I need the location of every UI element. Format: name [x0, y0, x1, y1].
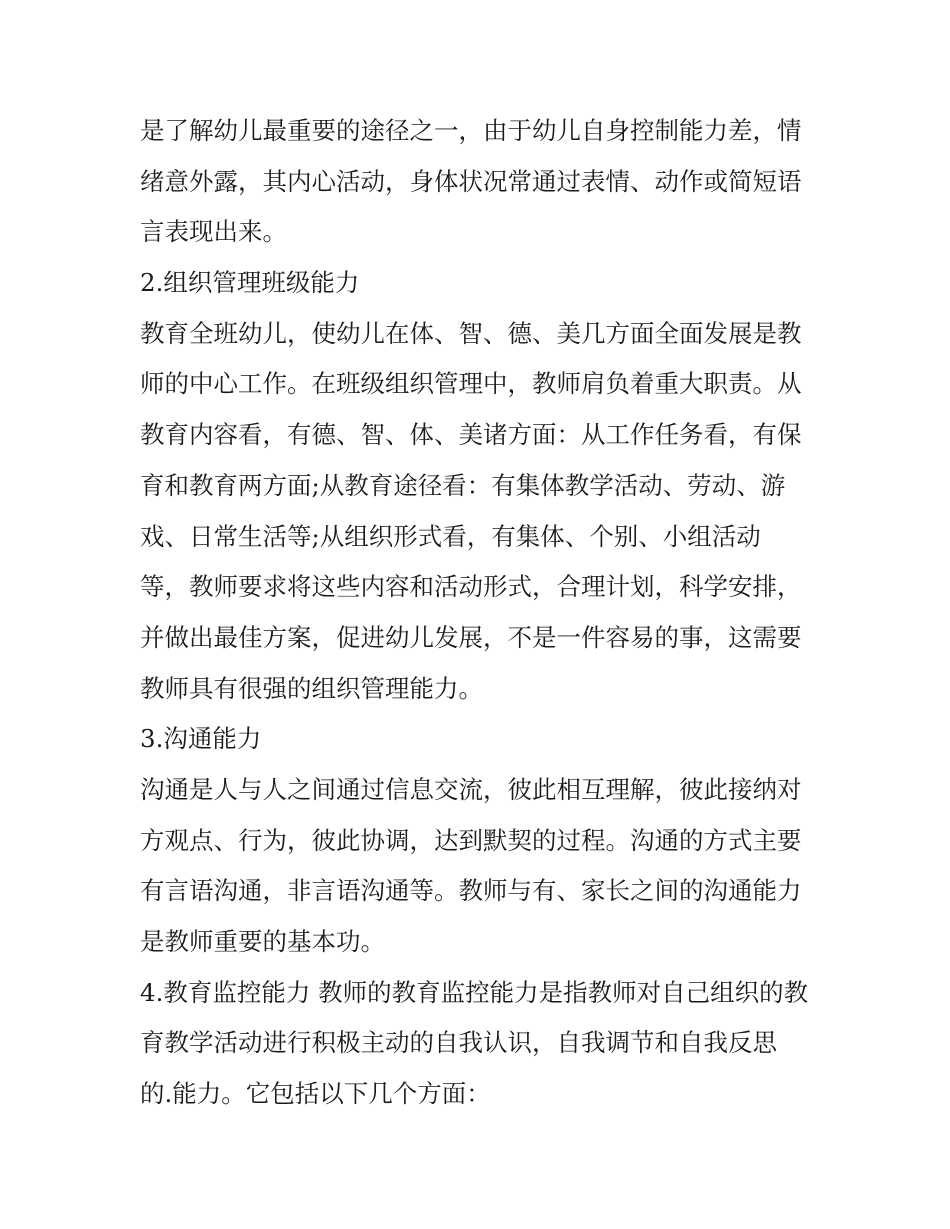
- text-line: 育和教育两方面;从教育途径看：有集体教学活动、劳动、游: [140, 470, 786, 500]
- text-line: 言表现出来。: [140, 217, 287, 247]
- text-line: 绪意外露，其内心活动，身体状况常通过表情、动作或简短语: [140, 166, 802, 196]
- section-heading: 2.组织管理班级能力: [140, 268, 360, 298]
- text-line: 沟通是人与人之间通过信息交流，彼此相互理解，彼此接纳对: [140, 774, 802, 804]
- section-heading: 3.沟通能力: [140, 724, 262, 754]
- document-body: [140, 106, 820, 1120]
- text-line: 师的中心工作。在班级组织管理中，教师肩负着重大职责。从: [140, 369, 802, 399]
- text-line: 并做出最佳方案，促进幼儿发展，不是一件容易的事，这需要: [140, 622, 802, 652]
- text-line: 的.能力。它包括以下几个方面：: [140, 1079, 491, 1109]
- text-line: 等，教师要求将这些内容和活动形式，合理计划，科学安排，: [140, 572, 802, 602]
- text-line: 戏、日常生活等;从组织形式看，有集体、个别、小组活动: [140, 521, 761, 551]
- text-line: 教育内容看，有德、智、体、美诸方面：从工作任务看，有保: [140, 420, 802, 450]
- text-line: 有言语沟通，非言语沟通等。教师与有、家长之间的沟通能力: [140, 876, 802, 906]
- text-line: 育教学活动进行积极主动的自我认识，自我调节和自我反思: [140, 1028, 777, 1058]
- text-line: 是教师重要的基本功。: [140, 927, 385, 956]
- text-line: 教育全班幼儿，使幼儿在体、智、德、美几方面全面发展是教: [140, 318, 802, 348]
- text-line: 教师具有很强的组织管理能力。: [140, 673, 483, 703]
- text-line: 方观点、行为，彼此协调，达到默契的过程。沟通的方式主要: [140, 825, 802, 855]
- section-heading: 4.教育监控能力 教师的教育监控能力是指教师对自己组织的教: [140, 977, 809, 1007]
- text-line: 是了解幼儿最重要的途径之一，由于幼儿自身控制能力差，情: [140, 116, 802, 145]
